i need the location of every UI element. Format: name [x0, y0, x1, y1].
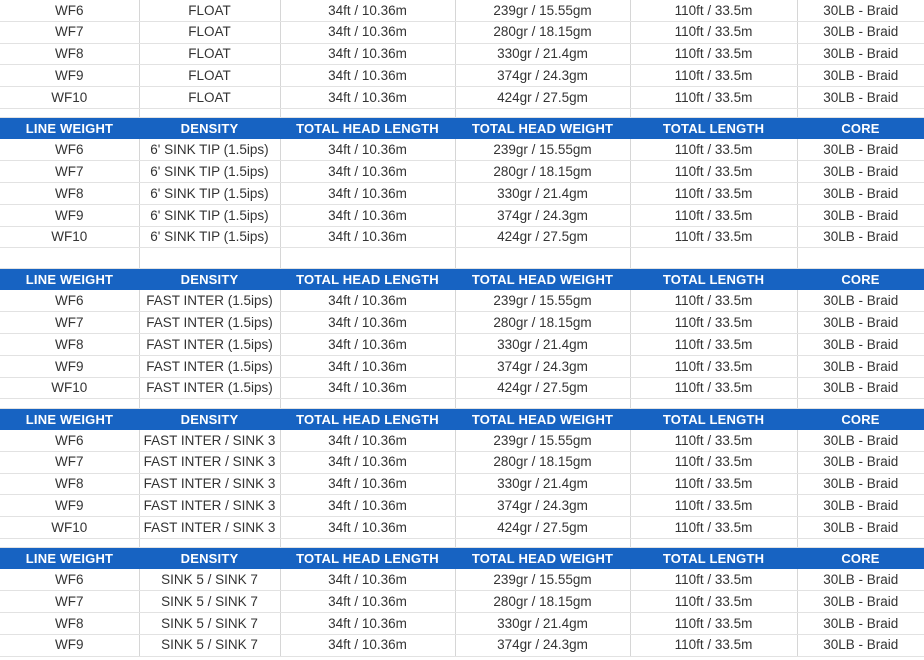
table-row	[0, 517, 924, 539]
cell-total-length: 110ft / 33.5m	[630, 451, 797, 473]
cell-total-length: 110ft / 33.5m	[630, 139, 797, 160]
cell-total-head-length: 34ft / 10.36m	[280, 0, 455, 21]
cell-total-length: 110ft / 33.5m	[630, 43, 797, 65]
cell-line-weight: WF9	[0, 355, 139, 377]
cell-total-head-length: 34ft / 10.36m	[280, 451, 455, 473]
cell-density: FAST INTER / SINK 3	[139, 495, 280, 517]
cell-total-head-weight: 239gr / 15.55gm	[455, 139, 630, 160]
cell-density: 6' SINK TIP (1.5ips)	[139, 183, 280, 205]
table-row	[0, 634, 924, 656]
spacer-cell	[0, 108, 139, 118]
header-core: CORE	[797, 118, 924, 140]
cell-core: 30LB - Braid	[797, 569, 924, 590]
spacer-cell	[630, 399, 797, 409]
cell-core: 30LB - Braid	[797, 139, 924, 160]
cell-core: 30LB - Braid	[797, 290, 924, 311]
cell-line-weight: WF10	[0, 87, 139, 109]
cell-total-length: 110ft / 33.5m	[630, 495, 797, 517]
section-header-row	[0, 118, 924, 140]
cell-total-head-weight: 280gr / 18.15gm	[455, 312, 630, 334]
header-core: CORE	[797, 269, 924, 291]
cell-density: 6' SINK TIP (1.5ips)	[139, 204, 280, 226]
cell-density: FAST INTER / SINK 3	[139, 517, 280, 539]
cell-total-head-length: 34ft / 10.36m	[280, 613, 455, 635]
cell-total-head-weight: 374gr / 24.3gm	[455, 65, 630, 87]
header-core: CORE	[797, 408, 924, 430]
cell-total-head-weight: 280gr / 18.15gm	[455, 161, 630, 183]
header-density: DENSITY	[139, 548, 280, 570]
cell-core: 30LB - Braid	[797, 87, 924, 109]
cell-density: FLOAT	[139, 0, 280, 21]
cell-total-length: 110ft / 33.5m	[630, 517, 797, 539]
spacer-cell	[797, 538, 924, 548]
cell-core: 30LB - Braid	[797, 334, 924, 356]
table-row	[0, 226, 924, 248]
spacer-cell	[455, 248, 630, 269]
cell-total-head-weight: 424gr / 27.5gm	[455, 226, 630, 248]
spacer-cell	[139, 399, 280, 409]
table-row	[0, 204, 924, 226]
cell-total-head-weight: 280gr / 18.15gm	[455, 591, 630, 613]
cell-total-head-weight: 330gr / 21.4gm	[455, 334, 630, 356]
cell-density: FAST INTER (1.5ips)	[139, 312, 280, 334]
cell-total-head-length: 34ft / 10.36m	[280, 312, 455, 334]
cell-core: 30LB - Braid	[797, 634, 924, 656]
cell-density: FAST INTER (1.5ips)	[139, 355, 280, 377]
cell-density: FAST INTER / SINK 3	[139, 473, 280, 495]
cell-core: 30LB - Braid	[797, 183, 924, 205]
header-total-head-weight: TOTAL HEAD WEIGHT	[455, 118, 630, 140]
cell-core: 30LB - Braid	[797, 377, 924, 399]
cell-total-length: 110ft / 33.5m	[630, 0, 797, 21]
cell-total-length: 110ft / 33.5m	[630, 591, 797, 613]
header-total-length: TOTAL LENGTH	[630, 408, 797, 430]
cell-line-weight: WF7	[0, 591, 139, 613]
cell-line-weight: WF6	[0, 139, 139, 160]
table-row	[0, 43, 924, 65]
cell-density: FAST INTER (1.5ips)	[139, 334, 280, 356]
cell-core: 30LB - Braid	[797, 43, 924, 65]
header-total-length: TOTAL LENGTH	[630, 118, 797, 140]
cell-total-head-length: 34ft / 10.36m	[280, 495, 455, 517]
cell-line-weight: WF7	[0, 161, 139, 183]
table-row	[0, 161, 924, 183]
cell-total-head-weight: 280gr / 18.15gm	[455, 21, 630, 43]
cell-line-weight: WF9	[0, 204, 139, 226]
cell-total-head-length: 34ft / 10.36m	[280, 139, 455, 160]
spacer-cell	[797, 399, 924, 409]
cell-total-head-weight: 330gr / 21.4gm	[455, 613, 630, 635]
cell-total-head-weight: 330gr / 21.4gm	[455, 43, 630, 65]
cell-total-head-length: 34ft / 10.36m	[280, 21, 455, 43]
table-row	[0, 613, 924, 635]
cell-total-length: 110ft / 33.5m	[630, 290, 797, 311]
table-row	[0, 312, 924, 334]
cell-density: FAST INTER / SINK 3	[139, 451, 280, 473]
cell-density: FAST INTER (1.5ips)	[139, 377, 280, 399]
cell-total-head-length: 34ft / 10.36m	[280, 183, 455, 205]
cell-line-weight: WF8	[0, 43, 139, 65]
cell-total-length: 110ft / 33.5m	[630, 161, 797, 183]
cell-total-head-length: 34ft / 10.36m	[280, 634, 455, 656]
cell-total-head-weight: 374gr / 24.3gm	[455, 355, 630, 377]
cell-line-weight: WF8	[0, 334, 139, 356]
cell-total-length: 110ft / 33.5m	[630, 65, 797, 87]
cell-total-head-length: 34ft / 10.36m	[280, 430, 455, 451]
cell-density: 6' SINK TIP (1.5ips)	[139, 161, 280, 183]
table-row	[0, 87, 924, 109]
cell-core: 30LB - Braid	[797, 0, 924, 21]
spacer-cell	[630, 108, 797, 118]
header-total-head-weight: TOTAL HEAD WEIGHT	[455, 548, 630, 570]
spacer-cell	[797, 108, 924, 118]
cell-line-weight: WF9	[0, 65, 139, 87]
header-density: DENSITY	[139, 408, 280, 430]
cell-core: 30LB - Braid	[797, 517, 924, 539]
spacer-cell	[630, 248, 797, 269]
cell-density: FLOAT	[139, 21, 280, 43]
spacer-cell	[630, 538, 797, 548]
cell-total-length: 110ft / 33.5m	[630, 634, 797, 656]
spacer-cell	[0, 399, 139, 409]
cell-line-weight: WF7	[0, 21, 139, 43]
cell-total-head-weight: 424gr / 27.5gm	[455, 87, 630, 109]
cell-density: FLOAT	[139, 65, 280, 87]
section-header-row	[0, 548, 924, 570]
cell-core: 30LB - Braid	[797, 355, 924, 377]
section-header-row	[0, 408, 924, 430]
header-core: CORE	[797, 548, 924, 570]
table-row	[0, 473, 924, 495]
header-total-head-weight: TOTAL HEAD WEIGHT	[455, 269, 630, 291]
cell-core: 30LB - Braid	[797, 161, 924, 183]
table-row	[0, 65, 924, 87]
header-line-weight: LINE WEIGHT	[0, 269, 139, 291]
cell-line-weight: WF10	[0, 517, 139, 539]
header-total-length: TOTAL LENGTH	[630, 269, 797, 291]
header-density: DENSITY	[139, 269, 280, 291]
cell-total-head-length: 34ft / 10.36m	[280, 204, 455, 226]
cell-line-weight: WF10	[0, 377, 139, 399]
header-line-weight: LINE WEIGHT	[0, 548, 139, 570]
cell-density: SINK 5 / SINK 7	[139, 591, 280, 613]
cell-total-head-length: 34ft / 10.36m	[280, 377, 455, 399]
cell-line-weight: WF7	[0, 312, 139, 334]
cell-total-head-weight: 239gr / 15.55gm	[455, 0, 630, 21]
cell-total-head-weight: 239gr / 15.55gm	[455, 569, 630, 590]
cell-total-head-length: 34ft / 10.36m	[280, 334, 455, 356]
cell-density: FLOAT	[139, 87, 280, 109]
cell-density: 6' SINK TIP (1.5ips)	[139, 139, 280, 160]
section-spacer	[0, 538, 924, 548]
header-line-weight: LINE WEIGHT	[0, 408, 139, 430]
spacer-cell	[0, 538, 139, 548]
cell-density: SINK 5 / SINK 7	[139, 613, 280, 635]
header-total-head-length: TOTAL HEAD LENGTH	[280, 269, 455, 291]
spacer-cell	[455, 108, 630, 118]
cell-line-weight: WF6	[0, 290, 139, 311]
cell-total-head-weight: 239gr / 15.55gm	[455, 430, 630, 451]
cell-core: 30LB - Braid	[797, 312, 924, 334]
cell-total-head-weight: 374gr / 24.3gm	[455, 495, 630, 517]
cell-core: 30LB - Braid	[797, 204, 924, 226]
cell-total-length: 110ft / 33.5m	[630, 183, 797, 205]
cell-density: FAST INTER (1.5ips)	[139, 290, 280, 311]
cell-total-length: 110ft / 33.5m	[630, 355, 797, 377]
cell-core: 30LB - Braid	[797, 591, 924, 613]
cell-total-head-length: 34ft / 10.36m	[280, 161, 455, 183]
section-spacer	[0, 248, 924, 269]
spacer-cell	[455, 399, 630, 409]
header-total-length: TOTAL LENGTH	[630, 548, 797, 570]
table-row	[0, 290, 924, 311]
cell-core: 30LB - Braid	[797, 226, 924, 248]
spacer-cell	[280, 538, 455, 548]
cell-total-length: 110ft / 33.5m	[630, 569, 797, 590]
spacer-cell	[139, 108, 280, 118]
spacer-cell	[0, 248, 139, 269]
cell-total-length: 110ft / 33.5m	[630, 334, 797, 356]
table-row	[0, 430, 924, 451]
cell-core: 30LB - Braid	[797, 21, 924, 43]
table-row	[0, 569, 924, 590]
cell-total-head-length: 34ft / 10.36m	[280, 226, 455, 248]
cell-total-head-length: 34ft / 10.36m	[280, 569, 455, 590]
cell-density: SINK 5 / SINK 7	[139, 569, 280, 590]
cell-line-weight: WF9	[0, 634, 139, 656]
spacer-cell	[280, 108, 455, 118]
header-total-head-weight: TOTAL HEAD WEIGHT	[455, 408, 630, 430]
table-row	[0, 495, 924, 517]
cell-line-weight: WF10	[0, 226, 139, 248]
cell-total-head-length: 34ft / 10.36m	[280, 517, 455, 539]
cell-total-head-length: 34ft / 10.36m	[280, 355, 455, 377]
cell-total-length: 110ft / 33.5m	[630, 473, 797, 495]
header-total-head-length: TOTAL HEAD LENGTH	[280, 118, 455, 140]
section-header-row	[0, 269, 924, 291]
section-spacer	[0, 399, 924, 409]
spacer-cell	[797, 248, 924, 269]
spacer-cell	[139, 538, 280, 548]
cell-total-head-weight: 239gr / 15.55gm	[455, 290, 630, 311]
cell-density: 6' SINK TIP (1.5ips)	[139, 226, 280, 248]
section-spacer	[0, 108, 924, 118]
cell-density: FAST INTER / SINK 3	[139, 430, 280, 451]
cell-total-head-length: 34ft / 10.36m	[280, 591, 455, 613]
header-total-head-length: TOTAL HEAD LENGTH	[280, 408, 455, 430]
cell-density: SINK 5 / SINK 7	[139, 634, 280, 656]
cell-total-length: 110ft / 33.5m	[630, 21, 797, 43]
cell-total-length: 110ft / 33.5m	[630, 377, 797, 399]
cell-total-head-length: 34ft / 10.36m	[280, 65, 455, 87]
spacer-cell	[139, 248, 280, 269]
table-row	[0, 591, 924, 613]
cell-total-length: 110ft / 33.5m	[630, 204, 797, 226]
cell-total-head-length: 34ft / 10.36m	[280, 87, 455, 109]
table-row	[0, 334, 924, 356]
header-density: DENSITY	[139, 118, 280, 140]
spacer-cell	[280, 399, 455, 409]
cell-core: 30LB - Braid	[797, 495, 924, 517]
spacer-cell	[280, 248, 455, 269]
cell-density: FLOAT	[139, 43, 280, 65]
cell-total-length: 110ft / 33.5m	[630, 312, 797, 334]
cell-total-head-weight: 424gr / 27.5gm	[455, 377, 630, 399]
cell-core: 30LB - Braid	[797, 613, 924, 635]
cell-total-head-weight: 330gr / 21.4gm	[455, 473, 630, 495]
table-row	[0, 21, 924, 43]
cell-core: 30LB - Braid	[797, 451, 924, 473]
cell-line-weight: WF6	[0, 0, 139, 21]
cell-total-length: 110ft / 33.5m	[630, 613, 797, 635]
cell-total-head-weight: 424gr / 27.5gm	[455, 517, 630, 539]
spacer-cell	[455, 538, 630, 548]
cell-total-length: 110ft / 33.5m	[630, 226, 797, 248]
cell-total-head-weight: 280gr / 18.15gm	[455, 451, 630, 473]
table-row	[0, 139, 924, 160]
cell-core: 30LB - Braid	[797, 430, 924, 451]
cell-total-length: 110ft / 33.5m	[630, 430, 797, 451]
cell-line-weight: WF8	[0, 473, 139, 495]
table-row	[0, 0, 924, 21]
table-row	[0, 355, 924, 377]
cell-total-head-weight: 374gr / 24.3gm	[455, 204, 630, 226]
cell-total-head-length: 34ft / 10.36m	[280, 473, 455, 495]
cell-line-weight: WF6	[0, 569, 139, 590]
cell-core: 30LB - Braid	[797, 65, 924, 87]
cell-total-head-weight: 374gr / 24.3gm	[455, 634, 630, 656]
header-line-weight: LINE WEIGHT	[0, 118, 139, 140]
cell-line-weight: WF8	[0, 613, 139, 635]
cell-line-weight: WF7	[0, 451, 139, 473]
cell-line-weight: WF9	[0, 495, 139, 517]
table-row	[0, 377, 924, 399]
cell-line-weight: WF8	[0, 183, 139, 205]
header-total-head-length: TOTAL HEAD LENGTH	[280, 548, 455, 570]
cell-total-head-length: 34ft / 10.36m	[280, 290, 455, 311]
cell-total-head-weight: 330gr / 21.4gm	[455, 183, 630, 205]
cell-line-weight: WF6	[0, 430, 139, 451]
table-row	[0, 451, 924, 473]
cell-total-length: 110ft / 33.5m	[630, 87, 797, 109]
table-row	[0, 183, 924, 205]
cell-total-head-length: 34ft / 10.36m	[280, 43, 455, 65]
cell-core: 30LB - Braid	[797, 473, 924, 495]
